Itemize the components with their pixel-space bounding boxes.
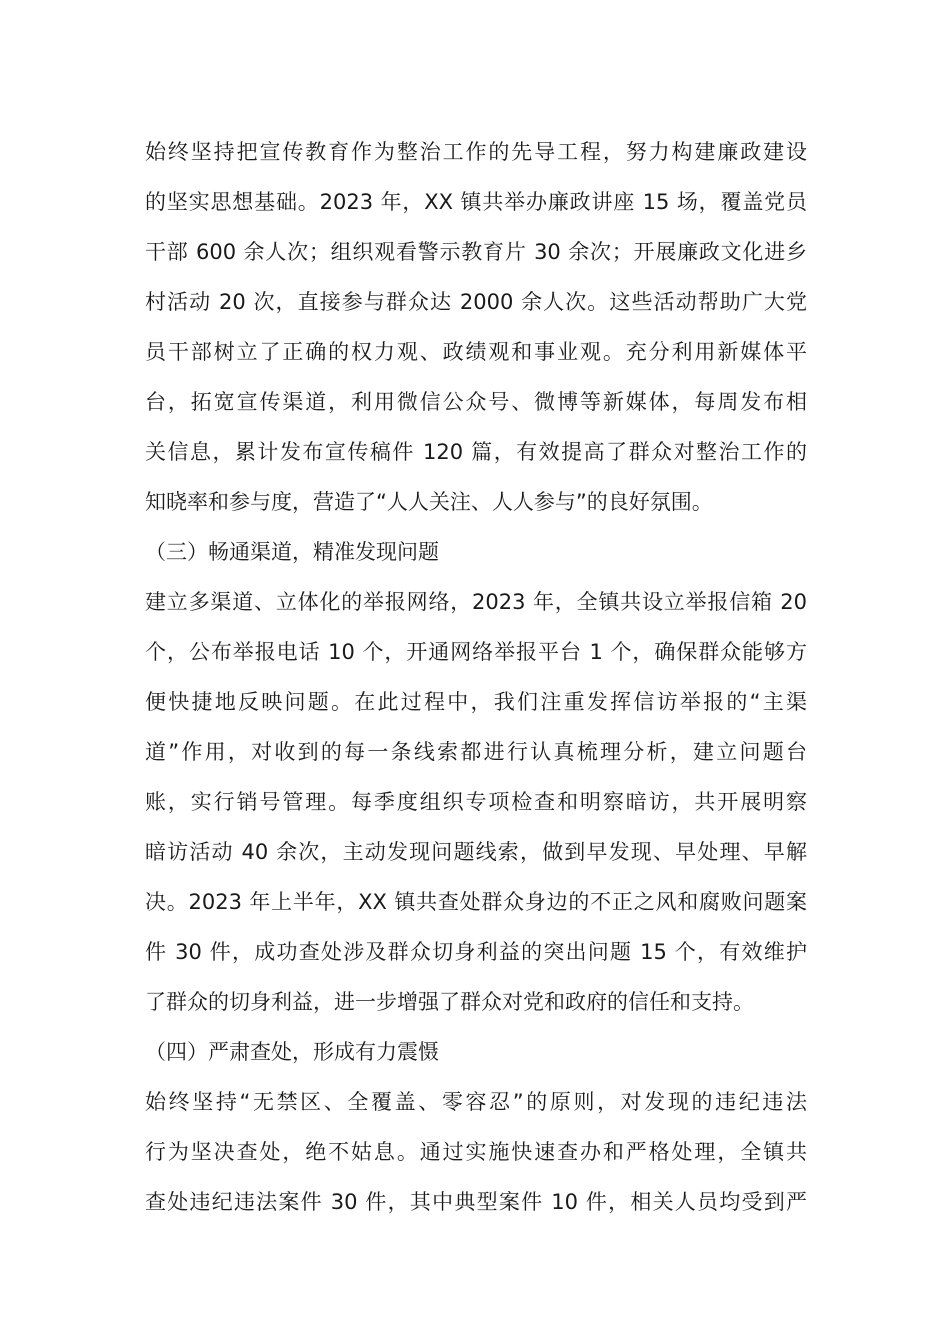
paragraph-line: 始终坚持把宣传教育作为整治工作的先导工程，努力构建廉政建设 [145, 140, 807, 164]
paragraph-line: 账，实行销号管理。每季度组织专项检查和明察暗访，共开展明察 [145, 790, 807, 814]
paragraph-line: 行为坚决查处，绝不姑息。通过实施快速查办和严格处理，全镇共 [145, 1140, 807, 1164]
paragraph-line: 村活动 20 次，直接参与群众达 2000 余人次。这些活动帮助广大党 [145, 290, 807, 314]
section-heading: （三）畅通渠道，精准发现问题 [145, 540, 439, 564]
paragraph-line: 员干部树立了正确的权力观、政绩观和事业观。充分利用新媒体平 [145, 340, 807, 364]
section-heading: （四）严肃查处，形成有力震慑 [145, 1040, 439, 1064]
paragraph-line: 干部 600 余人次；组织观看警示教育片 30 余次；开展廉政文化进乡 [145, 240, 807, 264]
paragraph-line: 了群众的切身利益，进一步增强了群众对党和政府的信任和支持。 [145, 990, 754, 1014]
paragraph-line: 个，公布举报电话 10 个，开通网络举报平台 1 个，确保群众能够方 [145, 640, 807, 664]
paragraph-line: 便快捷地反映问题。在此过程中，我们注重发挥信访举报的“主渠 [145, 690, 807, 714]
paragraph-line: 决。2023 年上半年，XX 镇共查处群众身边的不正之风和腐败问题案 [145, 890, 807, 914]
paragraph-line: 暗访活动 40 余次，主动发现问题线索，做到早发现、早处理、早解 [145, 840, 807, 864]
paragraph-line: 知晓率和参与度，营造了“人人关注、人人参与”的良好氛围。 [145, 490, 713, 514]
paragraph-line: 关信息，累计发布宣传稿件 120 篇，有效提高了群众对整治工作的 [145, 440, 807, 464]
paragraph-line: 始终坚持“无禁区、全覆盖、零容忍”的原则，对发现的违纪违法 [145, 1090, 807, 1114]
paragraph-line: 道”作用，对收到的每一条线索都进行认真梳理分析，建立问题台 [145, 740, 807, 764]
paragraph-line: 台，拓宽宣传渠道，利用微信公众号、微博等新媒体，每周发布相 [145, 390, 807, 414]
paragraph-line: 件 30 件，成功查处涉及群众切身利益的突出问题 15 个，有效维护 [145, 940, 807, 964]
paragraph-line: 建立多渠道、立体化的举报网络，2023 年，全镇共设立举报信箱 20 [145, 590, 807, 614]
paragraph-line: 查处违纪违法案件 30 件，其中典型案件 10 件，相关人员均受到严 [145, 1190, 807, 1214]
paragraph-line: 的坚实思想基础。2023 年，XX 镇共举办廉政讲座 15 场，覆盖党员 [145, 190, 807, 214]
